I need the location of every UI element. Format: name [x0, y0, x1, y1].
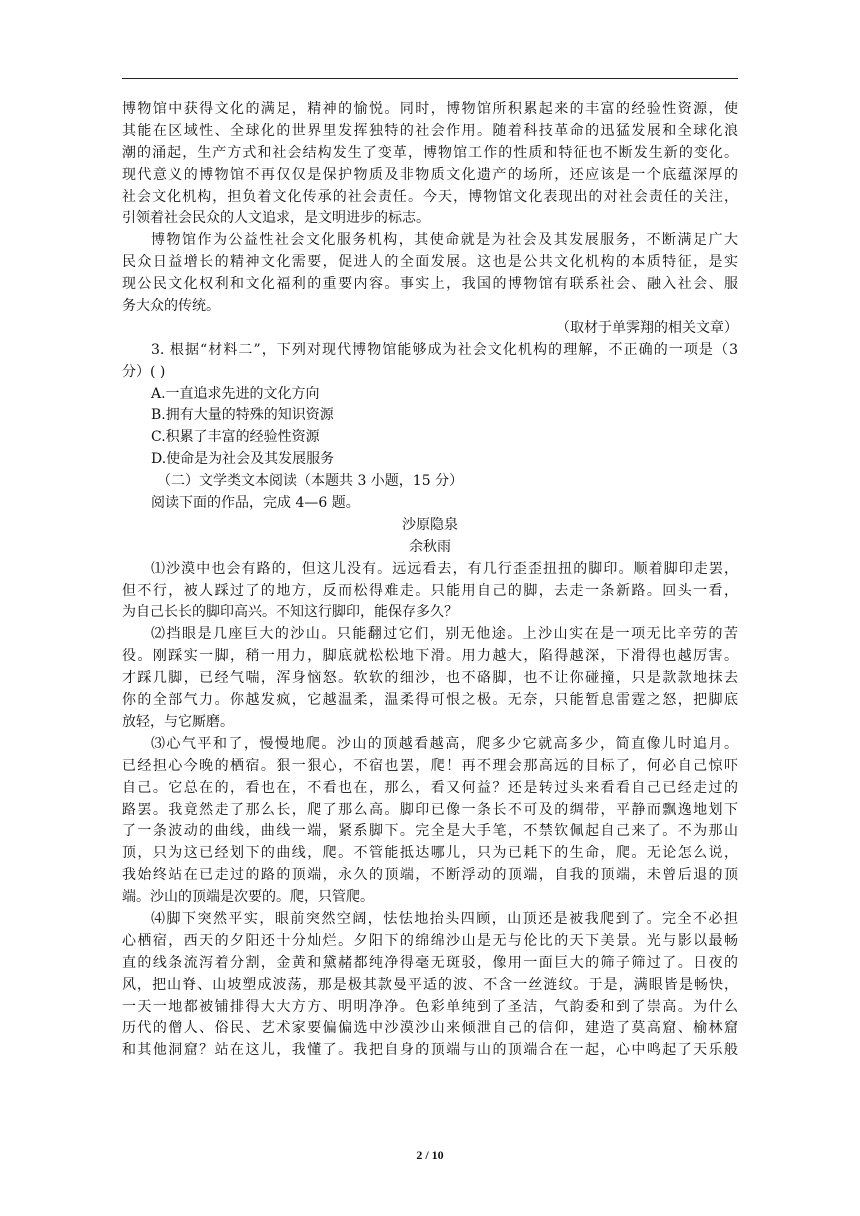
essay-line: 但不行，被人踩过了的地方，反而松得难走。只能用自己的脚，去走一条新路。回头一看，	[122, 582, 738, 599]
essay-line: 历代的僧人、俗民、艺术家要偏偏选中沙漠沙山来倾泄自己的信仰，建造了莫高窟、榆林窟	[122, 1020, 738, 1037]
paragraph-line: 社会文化机构，担负着文化传承的社会责任。今天，博物馆文化表现出的对社会责任的关注，	[122, 188, 738, 205]
essay-line: 自己。它总在的，看也在，不看也在，那么，看又何益？还是转过头来看看自己已经走过的	[122, 779, 738, 796]
essay-line: ⑵挡眼是几座巨大的沙山。只能翻过它们，别无他途。上沙山实在是一项无比辛劳的苦	[151, 626, 738, 643]
question-stem: 3. 根据“材料二”，下列对现代博物馆能够成为社会文化机构的理解，不正确的一项是（3	[151, 341, 738, 358]
option-c: C.积累了丰富的经验性资源	[151, 429, 320, 446]
option-d: D.使命是为社会及其发展服务	[151, 451, 335, 468]
essay-line: 路罢。我竟然走了那么长，爬了那么高。脚印已像一条长不可及的绸带，平静而飘逸地划下	[122, 801, 738, 818]
paragraph-line: 民众日益增长的精神文化需要，促进人的全面发展。这也是公共文化机构的本质特征，是实	[122, 254, 738, 271]
paragraph-line: 引领着社会民众的人文追求，是文明进步的标志。	[122, 210, 430, 227]
essay-line: ⑶心气平和了，慢慢地爬。沙山的顶越看越高，爬多少它就高多少，简直像儿时追月。	[151, 735, 738, 752]
paragraph-line: 博物馆作为公益性社会文化服务机构，其使命就是为社会及其发展服务，不断满足广大	[151, 232, 738, 249]
paragraph-line: 博物馆中获得文化的满足，精神的愉悦。同时，博物馆所积累起来的丰富的经验性资源，使	[122, 101, 738, 117]
paragraph-line: 其能在区域性、全球化的世界里发挥独特的社会作用。随着科技革命的迅猛发展和全球化浪	[122, 122, 738, 139]
essay-line: 了一条波动的曲线，曲线一端，紧系脚下。完全是大手笔，不禁钦佩起自己来了。不为那山	[122, 823, 738, 840]
essay-line: 直的线条流泻着分割，金黄和黛赭都纯净得毫无斑驳，像用一面巨大的筛子筛过了。日夜的	[122, 954, 738, 971]
essay-line: 才踩几脚，已经气喘，浑身恼怒。软软的细沙，也不硌脚，也不让你碰撞，只是款款地抹去	[122, 670, 738, 687]
essay-line: 一天一地都被铺排得大大方方、明明净净。色彩单纯到了圣洁，气韵委和到了崇高。为什么	[122, 998, 738, 1015]
essay-line: 已经担心今晚的栖宿。狠一狠心，不宿也罢，爬！再不理会那高远的目标了，何必自己惊吓	[122, 757, 738, 774]
question-stem: 分）( )	[122, 363, 166, 380]
essay-line: 役。刚踩实一脚，稍一用力，脚底就松松地下滑。用力越大，陷得越深，下滑得也越厉害。	[122, 648, 738, 665]
essay-line: 放轻，与它厮磨。	[122, 713, 234, 730]
essay-line: 你的全部气力。你越发疯，它越温柔，温柔得可恨之极。无奈，只能暂息雷霆之怒，把脚底	[122, 692, 738, 709]
paragraph-line: 潮的涌起，生产方式和社会结构发生了变革，博物馆工作的性质和特征也不断发生新的变化。	[122, 144, 738, 161]
paragraph-line: 务大众的传统。	[122, 298, 220, 315]
essay-line: 风，把山脊、山坡塑成波荡，那是极其款曼平适的波、不含一丝涟纹。于是，满眼皆是畅快，	[122, 976, 738, 993]
option-a: A.一直追求先进的文化方向	[151, 385, 320, 402]
essay-line: 端。沙山的顶端是次要的。爬，只管爬。	[122, 889, 374, 906]
paragraph-line: 现代意义的博物馆不再仅仅是保护物质及非物质文化遗产的场所，还应该是一个底蕴深厚的	[122, 166, 738, 183]
essay-line: 我始终站在已走过的路的顶端，永久的顶端，不断浮动的顶端，自我的顶端，未曾后退的顶	[122, 867, 738, 884]
option-b: B.拥有大量的特殊的知识资源	[151, 407, 334, 424]
essay-line: 顶，只为这已经划下的曲线，爬。不管能抵达哪儿，只为已耗下的生命，爬。无论怎么说，	[122, 845, 738, 862]
essay-title: 沙原隐泉	[402, 516, 458, 533]
essay-line: 和其他洞窟？站在这儿，我懂了。我把自身的顶端与山的顶端合在一起，心中鸣起了天乐般	[122, 1042, 738, 1059]
section-heading: （二）文学类文本阅读（本题共 3 小题，15 分）	[157, 473, 464, 490]
essay-line: 心栖宿，西天的夕阳还十分灿烂。夕阳下的绵绵沙山是无与伦比的天下美景。光与影以最畅	[122, 932, 738, 949]
document-body	[122, 99, 738, 1062]
essay-line: 为自己长长的脚印高兴。不知这行脚印，能保存多久？	[122, 604, 458, 621]
essay-line: ⑴沙漠中也会有路的，但这儿没有。远远看去，有几行歪歪扭扭的脚印。顺着脚印走罢，	[151, 560, 738, 577]
section-instruction: 阅读下面的作品，完成 4—6 题。	[151, 495, 360, 512]
page-number: 2 / 10	[416, 1148, 444, 1162]
essay-line: ⑷脚下突然平实，眼前突然空阔，怯怯地抬头四顾，山顶还是被我爬到了。完全不必担	[151, 910, 738, 927]
source-note: （取材于单霁翔的相关文章）	[556, 319, 738, 336]
header-rule	[122, 78, 738, 79]
paragraph-line: 现公民文化权利和文化福利的重要内容。事实上，我国的博物馆有联系社会、融入社会、服	[122, 276, 738, 293]
essay-author: 余秋雨	[409, 538, 451, 555]
